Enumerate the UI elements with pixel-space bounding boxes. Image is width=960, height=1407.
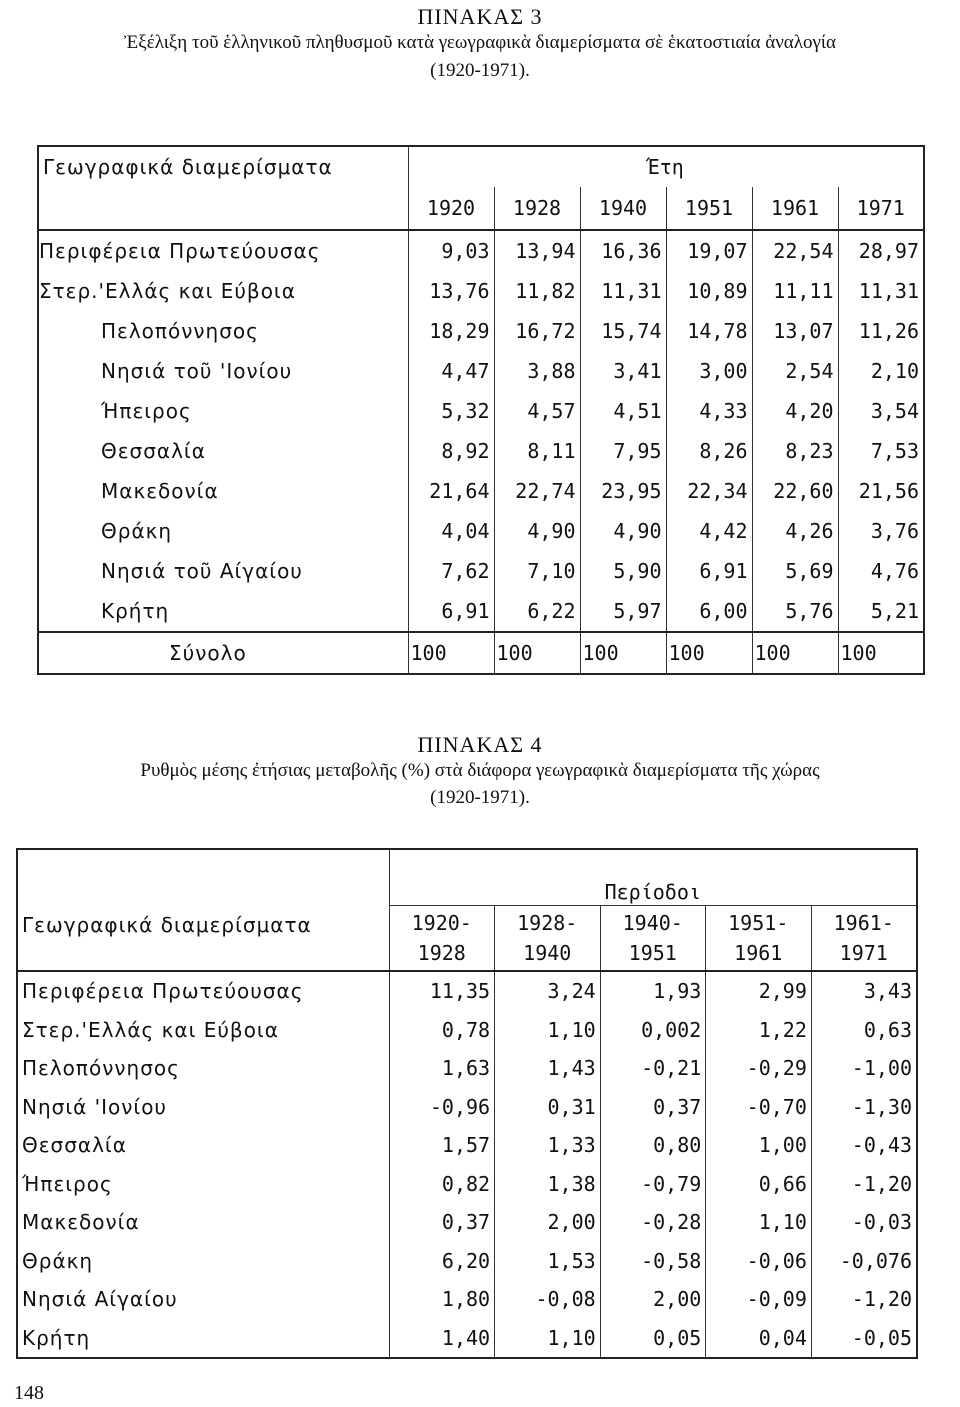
value-cell: 6,22: [494, 591, 580, 632]
table-row: [38, 271, 924, 311]
region-name: Στερ.'Ελλάς και Εύβοια: [39, 279, 296, 303]
value-cell: 11,26: [838, 311, 924, 351]
value-cell: 1,38: [495, 1165, 601, 1204]
value-cell: -1,20: [811, 1165, 917, 1204]
value-cell: 1,33: [495, 1126, 601, 1165]
value-cell: 0,82: [389, 1165, 495, 1204]
value-cell: 0,80: [600, 1126, 706, 1165]
value-cell: 7,53: [838, 431, 924, 471]
table4-period-header: [390, 906, 495, 970]
table-row: [17, 1242, 917, 1281]
value-cell: 5,90: [580, 551, 666, 591]
value-cell: 3,88: [494, 351, 580, 391]
page-number: 148: [14, 1382, 44, 1404]
value-cell: 7,62: [408, 551, 494, 591]
table3-group-header: Έτη: [408, 146, 924, 187]
value-cell: 1,93: [600, 971, 706, 1011]
value-cell: 1,43: [495, 1049, 601, 1088]
value-cell: 11,11: [752, 271, 838, 311]
value-cell: -0,70: [706, 1088, 812, 1127]
region-name: Ήπειρος: [101, 399, 192, 423]
table3-year-header: 1971: [838, 187, 924, 230]
value-cell: -1,30: [811, 1088, 917, 1127]
region-name: Σύνολο: [38, 632, 408, 674]
value-cell: 1,63: [389, 1049, 495, 1088]
value-cell: -0,09: [706, 1280, 812, 1319]
value-cell: 0,31: [495, 1088, 601, 1127]
value-cell: 100: [408, 632, 494, 674]
value-cell: 1,00: [706, 1126, 812, 1165]
value-cell: 1,10: [495, 1011, 601, 1050]
period-end: 1971: [839, 941, 888, 965]
value-cell: 1,40: [389, 1319, 495, 1359]
region-name: Περιφέρεια Πρωτεύουσας: [39, 239, 321, 263]
value-cell: 19,07: [666, 230, 752, 271]
period-start: 1951-: [728, 911, 789, 935]
value-cell: 1,10: [495, 1319, 601, 1359]
value-cell: -0,29: [706, 1049, 812, 1088]
period-start: 1920-: [411, 911, 472, 935]
value-cell: 0,78: [389, 1011, 495, 1050]
table-row: [17, 1011, 917, 1050]
region-name: Πελοπόννησος: [22, 1056, 180, 1081]
region-name: Θράκη: [101, 519, 173, 543]
value-cell: 100: [752, 632, 838, 674]
value-cell: 1,22: [706, 1011, 812, 1050]
table4-period-header: [705, 906, 811, 970]
value-cell: 21,56: [838, 471, 924, 511]
value-cell: 5,69: [752, 551, 838, 591]
table3-year-header: 1961: [752, 187, 838, 230]
value-cell: 0,66: [706, 1165, 812, 1204]
value-cell: 1,80: [389, 1280, 495, 1319]
table3-col-header: Γεωγραφικά διαμερίσματα: [43, 155, 333, 179]
value-cell: 4,33: [666, 391, 752, 431]
region-name: Στερ.'Ελλάς και Εύβοια: [22, 1017, 279, 1042]
value-cell: 7,95: [580, 431, 666, 471]
table4: [16, 848, 918, 1359]
value-cell: 11,82: [494, 271, 580, 311]
table-row: [17, 1126, 917, 1165]
period-start: 1928-: [517, 911, 578, 935]
value-cell: 21,64: [408, 471, 494, 511]
value-cell: 2,10: [838, 351, 924, 391]
value-cell: 16,72: [494, 311, 580, 351]
period-start: 1940-: [622, 911, 683, 935]
region-name: Θεσσαλία: [22, 1133, 127, 1158]
table-row: [17, 971, 917, 1011]
value-cell: 28,97: [838, 230, 924, 271]
value-cell: 2,00: [495, 1203, 601, 1242]
table4-group-header: Περίοδοι: [390, 879, 917, 906]
value-cell: 1,10: [706, 1203, 812, 1242]
region-name: Μακεδονία: [22, 1210, 140, 1235]
value-cell: 4,26: [752, 511, 838, 551]
value-cell: 2,54: [752, 351, 838, 391]
value-cell: 4,20: [752, 391, 838, 431]
value-cell: 18,29: [408, 311, 494, 351]
value-cell: 4,42: [666, 511, 752, 551]
region-name: Νησιά 'Ιονίου: [22, 1094, 168, 1119]
table4-period-header: [494, 906, 600, 970]
value-cell: 13,07: [752, 311, 838, 351]
table-row: [17, 1280, 917, 1319]
value-cell: 6,91: [666, 551, 752, 591]
value-cell: 4,90: [580, 511, 666, 551]
value-cell: 22,60: [752, 471, 838, 511]
table3-period: (1920-1971).: [430, 60, 530, 81]
region-name: Νησιά τοῦ Αίγαίου: [101, 559, 303, 583]
value-cell: 3,43: [811, 971, 917, 1011]
value-cell: 0,37: [389, 1203, 495, 1242]
region-name: Θράκη: [22, 1248, 94, 1273]
value-cell: 100: [494, 632, 580, 674]
value-cell: 5,32: [408, 391, 494, 431]
table3-year-header: 1951: [666, 187, 752, 230]
table-row: [38, 311, 924, 351]
region-name: Κρήτη: [101, 599, 170, 623]
table4-period-header: [811, 906, 917, 970]
value-cell: 22,74: [494, 471, 580, 511]
value-cell: 8,11: [494, 431, 580, 471]
value-cell: 16,36: [580, 230, 666, 271]
value-cell: 8,92: [408, 431, 494, 471]
table3-year-header: 1920: [408, 187, 494, 230]
region-name: Νησιά τοῦ 'Ιονίου: [101, 359, 293, 383]
value-cell: 10,89: [666, 271, 752, 311]
period-end: 1928: [417, 941, 466, 965]
value-cell: 9,03: [408, 230, 494, 271]
value-cell: 5,97: [580, 591, 666, 632]
value-cell: 23,95: [580, 471, 666, 511]
table-row: [38, 230, 924, 271]
table3-total-row: [38, 632, 924, 674]
table3-year-header: 1940: [580, 187, 666, 230]
value-cell: 3,41: [580, 351, 666, 391]
region-name: Νησιά Αίγαίου: [22, 1287, 178, 1312]
value-cell: 8,23: [752, 431, 838, 471]
table-row: [38, 591, 924, 632]
value-cell: -0,43: [811, 1126, 917, 1165]
value-cell: 11,35: [389, 971, 495, 1011]
value-cell: 100: [838, 632, 924, 674]
table3-year-header: 1928: [494, 187, 580, 230]
value-cell: 100: [666, 632, 752, 674]
value-cell: 4,76: [838, 551, 924, 591]
table-row: [38, 471, 924, 511]
value-cell: 4,04: [408, 511, 494, 551]
value-cell: -0,96: [389, 1088, 495, 1127]
value-cell: -0,05: [811, 1319, 917, 1359]
value-cell: 0,05: [600, 1319, 706, 1359]
table-row: [17, 1049, 917, 1088]
table4-period-header: [600, 906, 706, 970]
value-cell: 14,78: [666, 311, 752, 351]
period-end: 1951: [628, 941, 677, 965]
table-row: [38, 351, 924, 391]
value-cell: 0,37: [600, 1088, 706, 1127]
table-row: [17, 1165, 917, 1204]
table4-title: ΠΙΝΑΚΑΣ 4: [417, 732, 543, 757]
value-cell: -0,28: [600, 1203, 706, 1242]
period-end: 1961: [734, 941, 783, 965]
region-name: Κρήτη: [22, 1325, 91, 1350]
value-cell: 3,76: [838, 511, 924, 551]
period-start: 1961-: [833, 911, 894, 935]
region-name: Μακεδονία: [101, 479, 219, 503]
value-cell: 3,24: [495, 971, 601, 1011]
value-cell: -0,076: [811, 1242, 917, 1281]
value-cell: 13,76: [408, 271, 494, 311]
value-cell: -0,79: [600, 1165, 706, 1204]
value-cell: 11,31: [838, 271, 924, 311]
value-cell: 4,47: [408, 351, 494, 391]
value-cell: 8,26: [666, 431, 752, 471]
value-cell: 1,53: [495, 1242, 601, 1281]
period-end: 1940: [523, 941, 572, 965]
value-cell: -1,20: [811, 1280, 917, 1319]
value-cell: 2,00: [600, 1280, 706, 1319]
value-cell: 0,002: [600, 1011, 706, 1050]
value-cell: 1,57: [389, 1126, 495, 1165]
value-cell: 6,91: [408, 591, 494, 632]
table4-subtitle: Ρυθμὸς μέσης ἐτήσιας μεταβολῆς (%) στὰ διάφορα γεωγραφικὰ διαμερίσματα τῆς χώρας: [140, 760, 820, 781]
table-row: [38, 391, 924, 431]
value-cell: 7,10: [494, 551, 580, 591]
value-cell: 6,00: [666, 591, 752, 632]
table-row: [17, 1319, 917, 1359]
value-cell: -0,21: [600, 1049, 706, 1088]
value-cell: 6,20: [389, 1242, 495, 1281]
table4-period: (1920-1971).: [430, 787, 530, 808]
value-cell: 5,76: [752, 591, 838, 632]
value-cell: 15,74: [580, 311, 666, 351]
table3: [37, 145, 925, 675]
region-name: Θεσσαλία: [101, 439, 206, 463]
value-cell: -0,58: [600, 1242, 706, 1281]
table-row: [38, 431, 924, 471]
region-name: Πελοπόννησος: [101, 319, 259, 343]
value-cell: 4,57: [494, 391, 580, 431]
value-cell: 4,51: [580, 391, 666, 431]
value-cell: -0,06: [706, 1242, 812, 1281]
value-cell: 3,00: [666, 351, 752, 391]
region-name: Ήπειρος: [22, 1171, 113, 1196]
value-cell: -1,00: [811, 1049, 917, 1088]
value-cell: 4,90: [494, 511, 580, 551]
value-cell: 22,34: [666, 471, 752, 511]
value-cell: 22,54: [752, 230, 838, 271]
table3-subtitle: Ἐξέλιξη τοῦ ἑλληνικοῦ πληθυσμοῦ κατὰ γεωγραφικὰ διαμερίσματα σὲ ἑκατοστιαία ἀναλογία: [124, 32, 836, 53]
region-name: Περιφέρεια Πρωτεύουσας: [22, 979, 304, 1004]
value-cell: 0,63: [811, 1011, 917, 1050]
value-cell: 3,54: [838, 391, 924, 431]
value-cell: 5,21: [838, 591, 924, 632]
value-cell: 2,99: [706, 971, 812, 1011]
table-row: [17, 1088, 917, 1127]
value-cell: 11,31: [580, 271, 666, 311]
value-cell: 0,04: [706, 1319, 812, 1359]
table3-title: ΠΙΝΑΚΑΣ 3: [417, 4, 543, 29]
value-cell: 100: [580, 632, 666, 674]
value-cell: 13,94: [494, 230, 580, 271]
value-cell: -0,08: [495, 1280, 601, 1319]
table4-col-header: Γεωγραφικά διαμερίσματα: [17, 849, 389, 971]
table-row: [38, 551, 924, 591]
table-row: [17, 1203, 917, 1242]
value-cell: -0,03: [811, 1203, 917, 1242]
table-row: [38, 511, 924, 551]
